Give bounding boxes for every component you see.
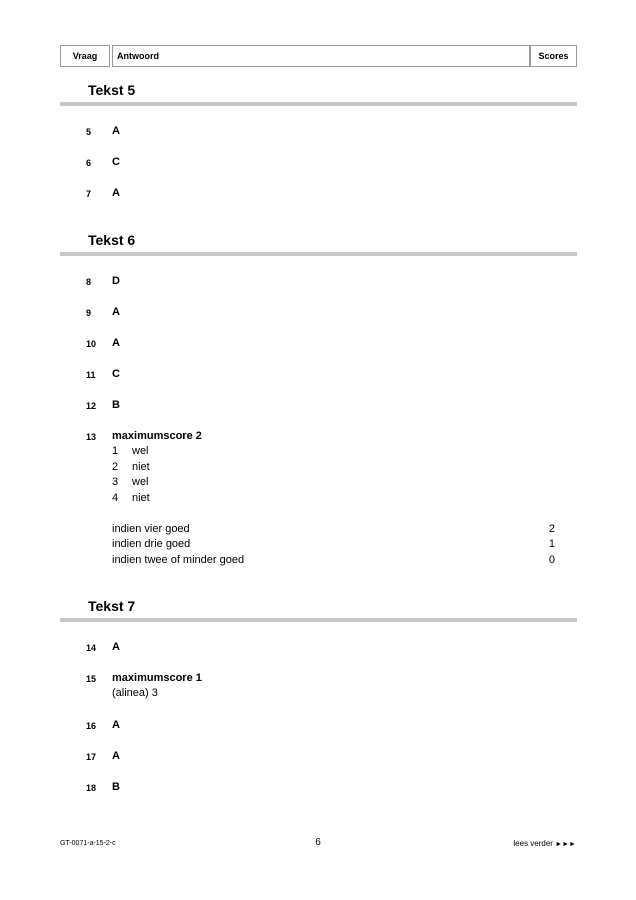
scoring-value: 0 bbox=[548, 554, 555, 566]
question-number: 5 bbox=[86, 127, 92, 137]
header-vraag: Vraag bbox=[60, 45, 110, 67]
question-answer: A bbox=[112, 719, 120, 731]
scoring-value: 1 bbox=[548, 538, 555, 550]
answer-item-text: wel bbox=[132, 476, 149, 488]
arrow-right-icon: ►►► bbox=[555, 841, 576, 848]
question-number: 15 bbox=[86, 674, 97, 684]
question-number: 16 bbox=[86, 721, 97, 731]
question-answer: C bbox=[112, 368, 120, 380]
scoring-label: indien twee of minder goed bbox=[112, 554, 245, 566]
question-answer: A bbox=[112, 337, 120, 349]
answer-item bbox=[112, 492, 150, 504]
section-title-tekst-5: Tekst 5 bbox=[88, 82, 136, 98]
answer-note: (alinea) 3 bbox=[112, 687, 158, 699]
header-scores: Scores bbox=[530, 45, 577, 67]
question-number: 7 bbox=[86, 189, 92, 199]
question-number: 12 bbox=[86, 401, 97, 411]
question-number: 18 bbox=[86, 783, 97, 793]
question-number: 10 bbox=[86, 339, 97, 349]
question-answer: A bbox=[112, 641, 120, 653]
question-number: 11 bbox=[86, 370, 96, 380]
answer-item-number: 4 bbox=[112, 492, 119, 504]
section-divider bbox=[60, 618, 577, 622]
page-number: 6 bbox=[315, 837, 321, 848]
scoring-value: 2 bbox=[548, 523, 555, 535]
question-answer: B bbox=[112, 781, 120, 793]
question-number: 6 bbox=[86, 158, 92, 168]
table-header bbox=[60, 45, 577, 67]
question-answer: A bbox=[112, 125, 120, 137]
section-divider bbox=[60, 102, 577, 106]
section-title-tekst-6: Tekst 6 bbox=[88, 232, 136, 248]
answer-item-text: niet bbox=[132, 492, 150, 504]
question-answer: C bbox=[112, 156, 120, 168]
question-answer: D bbox=[112, 275, 120, 287]
question-answer: A bbox=[112, 187, 120, 199]
scoring-label: indien vier goed bbox=[112, 523, 190, 535]
continue-label: lees verder bbox=[513, 839, 553, 848]
answer-item bbox=[112, 476, 149, 488]
answer-item-text: wel bbox=[132, 445, 149, 457]
question-number: 8 bbox=[86, 277, 92, 287]
question-answer: maximumscore 2 bbox=[112, 430, 202, 442]
question-number: 13 bbox=[86, 432, 97, 442]
continue-note bbox=[470, 839, 576, 848]
section-title-tekst-7: Tekst 7 bbox=[88, 598, 136, 614]
question-answer: B bbox=[112, 399, 120, 411]
scoring-label: indien drie goed bbox=[112, 538, 191, 550]
answer-item bbox=[112, 445, 149, 457]
question-answer: maximumscore 1 bbox=[112, 672, 202, 684]
answer-item-text: niet bbox=[132, 461, 150, 473]
header-antwoord: Antwoord bbox=[112, 45, 530, 67]
question-number: 9 bbox=[86, 308, 92, 318]
answer-item bbox=[112, 461, 150, 473]
question-number: 17 bbox=[86, 752, 97, 762]
document-code: GT-0071-a-15-2-c bbox=[60, 840, 116, 847]
question-answer: A bbox=[112, 750, 120, 762]
answer-item-number: 3 bbox=[112, 476, 119, 488]
section-divider bbox=[60, 252, 577, 256]
answer-item-number: 1 bbox=[112, 445, 119, 457]
question-number: 14 bbox=[86, 643, 97, 653]
answer-item-number: 2 bbox=[112, 461, 119, 473]
question-answer: A bbox=[112, 306, 120, 318]
